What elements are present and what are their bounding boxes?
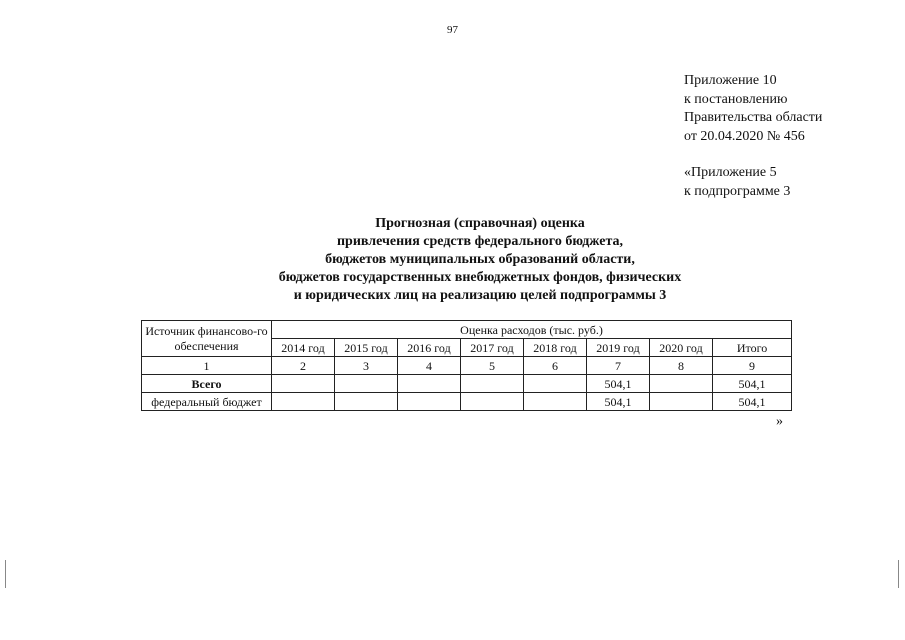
budget-table	[141, 320, 792, 411]
table-cell: 504,1	[587, 375, 650, 393]
table-cell	[524, 375, 587, 393]
table-header-row	[142, 321, 792, 339]
table-cell	[335, 375, 398, 393]
appendix-gap	[684, 146, 822, 164]
column-number-cell: 8	[650, 357, 713, 375]
title-line: бюджетов государственных внебюджетных фондов, физических	[278, 270, 682, 285]
table-cell: 504,1	[713, 393, 792, 411]
appendix-line: Правительства области	[684, 110, 823, 125]
column-number-cell: 2	[272, 357, 335, 375]
source-header-text: Источник финансово-го обеспечения	[145, 323, 268, 353]
appendix-line: от 20.04.2020 № 456	[684, 128, 805, 144]
table-cell	[461, 393, 524, 411]
document-title	[180, 215, 780, 305]
appendix-line: к постановлению	[684, 91, 788, 107]
page-number: 97	[447, 24, 458, 36]
year-header-cell: 2020 год	[650, 339, 713, 357]
year-header-cell: 2016 год	[398, 339, 461, 357]
appendix-line: Приложение 10	[684, 73, 777, 88]
table-cell	[398, 393, 461, 411]
table-cell	[335, 393, 398, 411]
table-row	[142, 375, 792, 393]
title-line: и юридических лиц на реализацию целей подпрограммы 3	[293, 288, 667, 303]
scan-edge-mark-right	[898, 560, 899, 588]
table-cell	[524, 393, 587, 411]
appendix-sub-line: «Приложение 5	[684, 165, 777, 180]
column-number-cell: 4	[398, 357, 461, 375]
column-number-cell: 3	[335, 357, 398, 375]
year-header-cell: 2015 год	[335, 339, 398, 357]
row-label-federal: федеральный бюджет	[142, 393, 272, 411]
row-label-total: Всего	[142, 375, 272, 393]
source-header-cell	[142, 321, 272, 357]
column-numbers-row	[142, 357, 792, 375]
scan-edge-mark-left	[5, 560, 6, 588]
column-number-cell: 7	[587, 357, 650, 375]
year-header-cell: 2019 год	[587, 339, 650, 357]
group-header-cell: Оценка расходов (тыс. руб.)	[272, 321, 792, 339]
table-cell	[272, 393, 335, 411]
table-cell: 504,1	[587, 393, 650, 411]
column-number-cell: 5	[461, 357, 524, 375]
table-cell	[461, 375, 524, 393]
column-number-cell: 9	[713, 357, 792, 375]
title-line: привлечения средств федерального бюджета,	[336, 234, 624, 249]
appendix-block	[684, 72, 822, 201]
title-line: бюджетов муниципальных образований области,	[325, 252, 635, 267]
table-row	[142, 393, 792, 411]
table-cell: 504,1	[713, 375, 792, 393]
total-header-cell: Итого	[713, 339, 792, 357]
year-header-cell: 2017 год	[461, 339, 524, 357]
column-number-cell: 1	[142, 357, 272, 375]
table-cell	[650, 393, 713, 411]
year-header-cell: 2014 год	[272, 339, 335, 357]
closing-quote: »	[776, 414, 783, 429]
table-cell	[272, 375, 335, 393]
column-number-cell: 6	[524, 357, 587, 375]
year-header-cell: 2018 год	[524, 339, 587, 357]
table-cell	[650, 375, 713, 393]
table-cell	[398, 375, 461, 393]
title-line: Прогнозная (справочная) оценка	[375, 216, 585, 231]
appendix-sub-line: к подпрограмме 3	[684, 183, 791, 199]
